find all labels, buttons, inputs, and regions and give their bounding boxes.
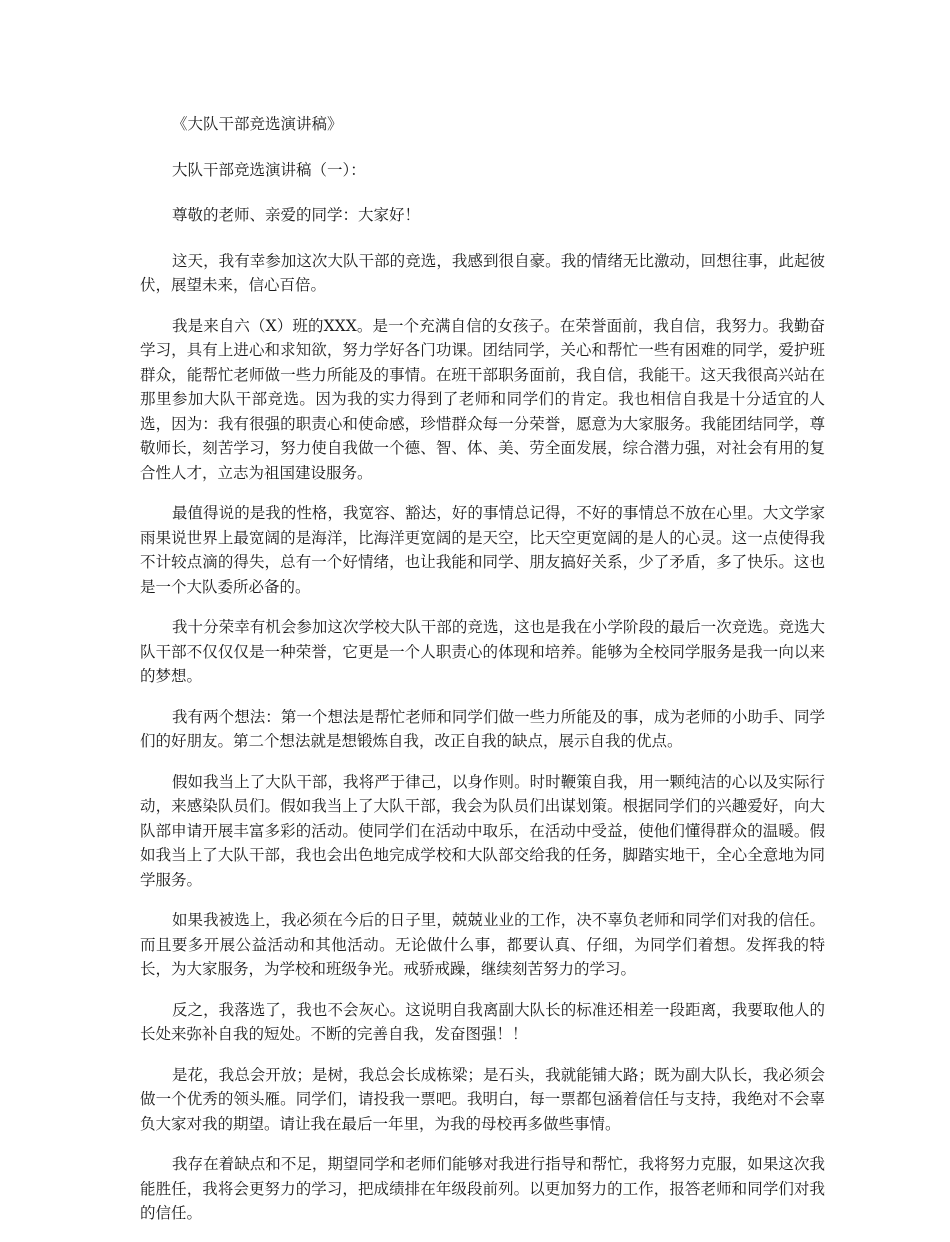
document-body xyxy=(140,112,825,1242)
greeting: 尊敬的老师、亲爱的同学：大家好！ xyxy=(172,206,421,224)
paragraph: 我十分荣幸有机会参加这次学校大队干部的竞选，这也是我在小学阶段的最后一次竞选。竞选大队干部不仅仅仅是一种荣誉，它更是一个人职责心的体现和培养。能够为全校同学服务是我一向以来的梦想。 xyxy=(140,618,825,685)
document-title: 《大队干部竞选演讲稿》 xyxy=(172,115,343,133)
paragraph: 我存在着缺点和不足，期望同学和老师们能够对我进行指导和帮忙，我将努力克服，如果这次我能胜任，我将会更努力的学习，把成绩排在年级段前列。以更加努力的工作，报答老师和同学们对我的信任。 xyxy=(140,1155,825,1222)
paragraph: 我有两个想法：第一个想法是帮忙老师和同学们做一些力所能及的事，成为老师的小助手、同学们的好朋友。第二个想法就是想锻炼自我，改正自我的缺点，展示自我的优点。 xyxy=(140,707,825,750)
paragraph: 最值得说的是我的性格，我宽容、豁达，好的事情总记得，不好的事情总不放在心里。大文学家雨果说世界上最宽阔的是海洋，比海洋更宽阔的是天空，比天空更宽阔的是人的心灵。这一点使得我不计较点滴的得失，总有一个好情绪，也让我能和同学、朋友搞好关系，少了矛盾，多了快乐。这也是一个大队委所必备的。 xyxy=(140,504,825,596)
paragraph: 我是来自六（X）班的XXX。是一个充满自信的女孩子。在荣誉面前，我自信，我努力。我勤奋学习，具有上进心和求知欲，努力学好各门功课。团结同学，关心和帮忙一些有困难的同学，爱护班群众，能帮忙老师做一些力所能及的事情。在班干部职务面前，我自信，我能干。这天我很高兴站在那里参加大队干部竞选。因为我的实力得到了老师和同学们的肯定。我也相信自我是十分适宜的人选，因为：我有很强的职责心和使命感，珍惜群众每一分荣誉，愿意为大家服务。我能团结同学，尊敬师长，刻苦学习，努力使自我做一个德、智、体、美、劳全面发展，综合潜力强，对社会有用的复合性人才，立志为祖国建设服务。 xyxy=(140,316,825,482)
paragraph: 这天，我有幸参加这次大队干部的竞选，我感到很自豪。我的情绪无比激动，回想往事，此起彼伏，展望未来，信心百倍。 xyxy=(140,251,825,294)
paragraph: 如果我被选上，我必须在今后的日子里，兢兢业业的工作，决不辜负老师和同学们对我的信任。而且要多开展公益活动和其他活动。无论做什么事，都要认真、仔细，为同学们着想。发挥我的特长，为大家服务，为学校和班级争光。戒骄戒躁，继续刻苦努力的学习。 xyxy=(140,911,825,978)
paragraph: 反之，我落选了，我也不会灰心。这说明自我离副大队长的标准还相差一段距离，我要取他人的长处来弥补自我的短处。不断的完善自我，发奋图强！！ xyxy=(140,1000,825,1043)
paragraph: 假如我当上了大队干部，我将严于律己，以身作则。时时鞭策自我，用一颗纯洁的心以及实际行动，来感染队员们。假如我当上了大队干部，我会为队员们出谋划策。根据同学们的兴趣爱好，向大队部申请开展丰富多彩的活动。使同学们在活动中取乐，在活动中受益，使他们懂得群众的温暖。假如我当上了大队干部，我也会出色地完成学校和大队部交给我的任务，脚踏实地干，全心全意地为同学服务。 xyxy=(140,772,825,889)
paragraph: 是花，我总会开放；是树，我总会长成栋梁；是石头，我就能铺大路；既为副大队长，我必须会做一个优秀的领头雁。同学们，请投我一票吧。我明白，每一票都包涵着信任与支持，我绝对不会辜负大家对我的期望。请让我在最后一年里，为我的母校再多做些事情。 xyxy=(140,1065,825,1133)
document-subtitle: 大队干部竞选演讲稿（一）： xyxy=(172,160,366,179)
